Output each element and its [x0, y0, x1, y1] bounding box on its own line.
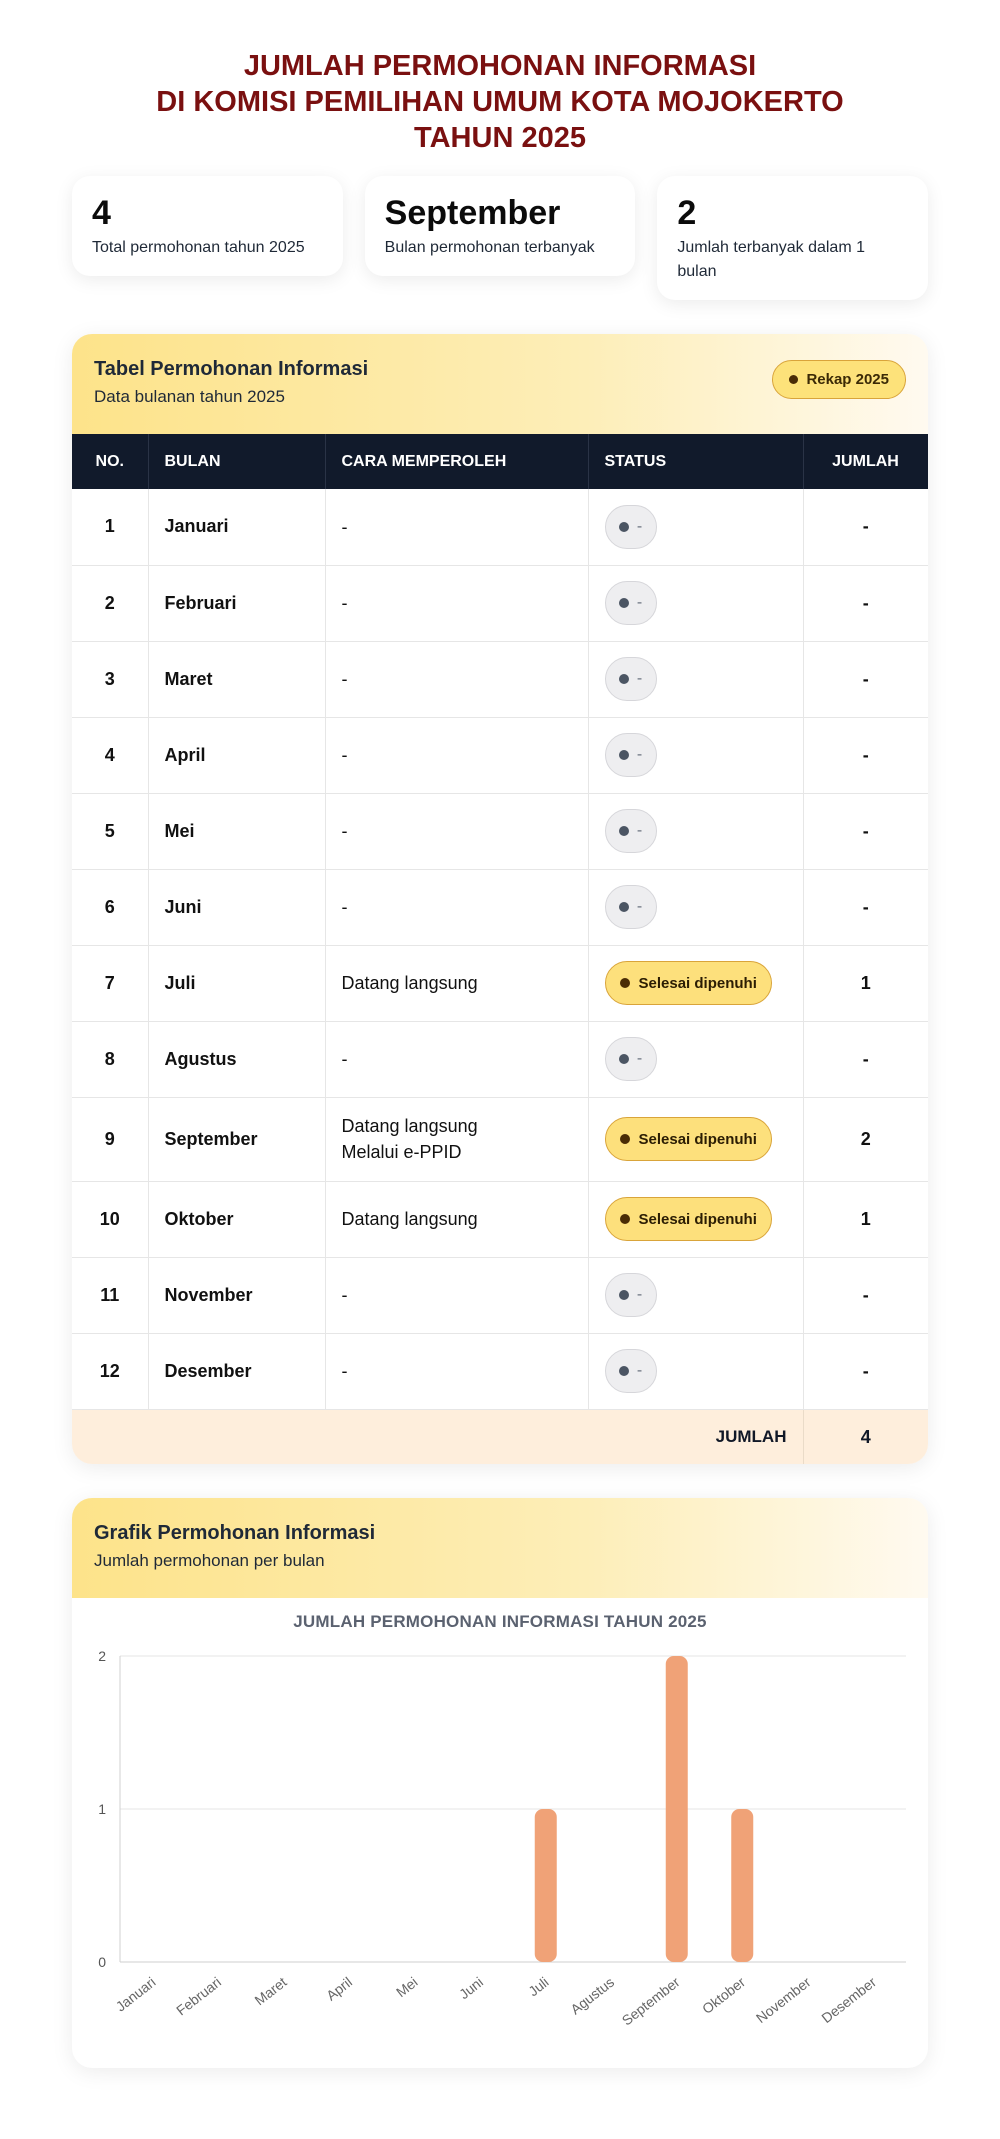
- cara-line: -: [341, 821, 348, 841]
- cell-jumlah: -: [803, 793, 928, 869]
- table-header-row: [72, 434, 928, 489]
- cara-line: -: [341, 897, 348, 917]
- status-badge: [605, 809, 657, 853]
- cell-bulan: Agustus: [148, 1021, 325, 1097]
- table-row: [72, 1181, 928, 1257]
- status-text: -: [636, 1050, 643, 1067]
- total-label: JUMLAH: [72, 1409, 803, 1464]
- cell-no: 3: [72, 641, 148, 717]
- status-text: -: [636, 898, 643, 915]
- page-title-line1: JUMLAH PERMOHONAN INFORMASI: [243, 50, 757, 82]
- status-dot-icon: [619, 750, 629, 760]
- cell-status: [588, 945, 803, 1021]
- table-row: [72, 641, 928, 717]
- status-text: -: [636, 1362, 643, 1379]
- status-badge: [605, 961, 772, 1005]
- cell-jumlah: -: [803, 1021, 928, 1097]
- cell-no: 5: [72, 793, 148, 869]
- cell-bulan: Januari: [148, 489, 325, 565]
- cell-no: 1: [72, 489, 148, 565]
- x-tick-label: September: [618, 1973, 683, 2029]
- x-tick-label: Juni: [456, 1973, 487, 2003]
- status-text: -: [636, 670, 643, 687]
- cell-jumlah: 1: [803, 945, 928, 1021]
- table-footer-row: [72, 1409, 928, 1464]
- cara-line: Melalui e-PPID: [341, 1142, 462, 1162]
- cell-cara: [325, 945, 588, 1021]
- status-text: -: [636, 1286, 643, 1303]
- status-text: Selesai dipenuhi: [638, 1210, 757, 1228]
- cell-jumlah: -: [803, 565, 928, 641]
- cell-status: [588, 641, 803, 717]
- table-row: [72, 869, 928, 945]
- status-text: -: [636, 822, 643, 839]
- cell-jumlah: 2: [803, 1097, 928, 1181]
- cell-jumlah: -: [803, 869, 928, 945]
- table-row: [72, 1097, 928, 1181]
- status-badge: [605, 581, 657, 625]
- cell-status: [588, 1097, 803, 1181]
- cell-no: 7: [72, 945, 148, 1021]
- stats-row: [72, 176, 928, 300]
- header-status: STATUS: [588, 434, 803, 489]
- x-tick-label: Januari: [112, 1973, 159, 2015]
- dot-icon: [789, 375, 798, 384]
- cell-jumlah: -: [803, 1257, 928, 1333]
- table-row: [72, 793, 928, 869]
- status-dot-icon: [619, 674, 629, 684]
- stat-card-total: [72, 176, 343, 276]
- cell-no: 11: [72, 1257, 148, 1333]
- status-dot-icon: [620, 1214, 630, 1224]
- cell-status: [588, 489, 803, 565]
- page-title-line3: TAHUN 2025: [414, 122, 586, 154]
- cell-cara: [325, 1257, 588, 1333]
- cara-line: -: [341, 1361, 348, 1381]
- x-tick-label: Mei: [392, 1973, 421, 2001]
- status-text: -: [636, 517, 643, 535]
- cell-jumlah: -: [803, 717, 928, 793]
- cara-line: -: [341, 669, 348, 689]
- cell-status: [588, 1333, 803, 1409]
- header-cara: CARA MEMPEROLEH: [325, 434, 588, 489]
- cell-cara: [325, 1181, 588, 1257]
- bar-september: [666, 1656, 688, 1962]
- cell-no: 9: [72, 1097, 148, 1181]
- x-tick-label: Februari: [173, 1973, 225, 2019]
- cell-no: 10: [72, 1181, 148, 1257]
- cell-jumlah: 1: [803, 1181, 928, 1257]
- cell-cara: [325, 717, 588, 793]
- cell-cara: [325, 869, 588, 945]
- y-tick-label: 1: [98, 1801, 106, 1817]
- cell-no: 2: [72, 565, 148, 641]
- cell-status: [588, 565, 803, 641]
- status-badge: [605, 1037, 657, 1081]
- status-dot-icon: [619, 902, 629, 912]
- header-bulan: BULAN: [148, 434, 325, 489]
- status-badge: [605, 1117, 772, 1161]
- cell-status: [588, 1181, 803, 1257]
- status-text: -: [636, 746, 643, 763]
- cell-no: 6: [72, 869, 148, 945]
- status-badge: [605, 1349, 657, 1393]
- cell-bulan: Desember: [148, 1333, 325, 1409]
- table-row: [72, 1021, 928, 1097]
- cell-status: [588, 1021, 803, 1097]
- stat-label: Jumlah terbanyak dalam 1 bulan: [677, 239, 865, 280]
- cell-bulan: Juni: [148, 869, 325, 945]
- stat-value: 4: [92, 194, 111, 232]
- table-row: [72, 489, 928, 565]
- cell-bulan: November: [148, 1257, 325, 1333]
- cell-jumlah: -: [803, 641, 928, 717]
- recap-badge: [772, 360, 906, 399]
- cara-line: -: [341, 516, 348, 537]
- stat-label: Total permohonan tahun 2025: [92, 239, 305, 256]
- stat-label: Bulan permohonan terbanyak: [384, 239, 595, 256]
- x-tick-label: Juli: [525, 1973, 552, 2000]
- page-title-line2: DI KOMISI PEMILIHAN UMUM KOTA MOJOKERTO: [156, 86, 844, 118]
- cell-cara: [325, 1021, 588, 1097]
- x-tick-label: Agustus: [567, 1973, 618, 2018]
- chart-card: [72, 1498, 928, 2068]
- cell-status: [588, 793, 803, 869]
- recap-badge-label: Rekap 2025: [806, 371, 889, 388]
- x-tick-label: April: [323, 1973, 356, 2004]
- stat-value: 2: [677, 194, 697, 232]
- status-badge: [605, 1197, 772, 1241]
- chart-card-subtitle: Jumlah permohonan per bulan: [94, 1551, 325, 1570]
- cell-cara: [325, 565, 588, 641]
- cara-line: -: [341, 1285, 348, 1305]
- cell-bulan: Februari: [148, 565, 325, 641]
- status-dot-icon: [619, 522, 629, 532]
- table-row: [72, 565, 928, 641]
- status-text: Selesai dipenuhi: [638, 974, 757, 992]
- status-dot-icon: [619, 826, 629, 836]
- header-jumlah: JUMLAH: [803, 434, 928, 489]
- header-no: NO.: [72, 434, 148, 489]
- cell-cara: [325, 1097, 588, 1181]
- x-tick-label: Oktober: [698, 1973, 749, 2018]
- cell-no: 4: [72, 717, 148, 793]
- page-title: [0, 48, 1000, 156]
- status-dot-icon: [620, 1134, 630, 1144]
- stat-card-max-count: [657, 176, 928, 300]
- status-badge: [605, 1273, 657, 1317]
- cell-bulan: April: [148, 717, 325, 793]
- status-badge: [605, 733, 657, 777]
- table-row: [72, 1257, 928, 1333]
- cell-cara: [325, 793, 588, 869]
- cell-bulan: Oktober: [148, 1181, 325, 1257]
- cara-line: -: [341, 593, 348, 613]
- y-tick-label: 2: [98, 1648, 106, 1664]
- cell-no: 8: [72, 1021, 148, 1097]
- cell-bulan: Mei: [148, 793, 325, 869]
- chart-title: JUMLAH PERMOHONAN INFORMASI TAHUN 2025: [293, 1612, 707, 1631]
- status-text: Selesai dipenuhi: [638, 1130, 757, 1148]
- status-dot-icon: [619, 1054, 629, 1064]
- cell-status: [588, 717, 803, 793]
- cell-cara: [325, 1333, 588, 1409]
- status-badge: [605, 657, 657, 701]
- cell-cara: [325, 489, 588, 565]
- table-card-title: Tabel Permohonan Informasi: [94, 358, 369, 380]
- status-badge: [605, 885, 657, 929]
- cell-bulan: Maret: [148, 641, 325, 717]
- status-text: -: [636, 594, 643, 611]
- status-dot-icon: [619, 1290, 629, 1300]
- cell-jumlah: -: [803, 489, 928, 565]
- table-row: [72, 1333, 928, 1409]
- chart-card-title: Grafik Permohonan Informasi: [94, 1522, 376, 1544]
- status-dot-icon: [620, 978, 630, 988]
- status-dot-icon: [619, 598, 629, 608]
- cell-jumlah: -: [803, 1333, 928, 1409]
- cara-line: Datang langsung: [341, 1209, 478, 1229]
- table-row: [72, 945, 928, 1021]
- cell-status: [588, 1257, 803, 1333]
- bar-oktober: [731, 1809, 753, 1962]
- x-tick-label: Maret: [251, 1973, 290, 2009]
- table-card-subtitle: Data bulanan tahun 2025: [94, 387, 285, 406]
- x-tick-label: Desember: [818, 1973, 880, 2027]
- stat-card-top-month: [365, 176, 636, 276]
- cara-line: Datang langsung: [341, 1116, 478, 1136]
- x-tick-label: November: [752, 1973, 814, 2027]
- cell-cara: [325, 641, 588, 717]
- cell-status: [588, 869, 803, 945]
- bar-juli: [535, 1809, 557, 1962]
- cara-line: Datang langsung: [341, 973, 478, 993]
- status-dot-icon: [619, 1366, 629, 1376]
- table-card: [72, 334, 928, 1464]
- stat-value: September: [384, 194, 561, 232]
- table-row: [72, 717, 928, 793]
- table-card-header: [72, 334, 928, 434]
- cara-line: -: [341, 1049, 348, 1069]
- cara-line: -: [341, 745, 348, 765]
- status-badge: [605, 505, 657, 549]
- total-value: 4: [803, 1409, 928, 1464]
- bar-chart: [72, 1498, 928, 2068]
- cell-bulan: Juli: [148, 945, 325, 1021]
- y-tick-label: 0: [98, 1954, 106, 1970]
- requests-table: [72, 434, 928, 1464]
- cell-bulan: September: [148, 1097, 325, 1181]
- cell-no: 12: [72, 1333, 148, 1409]
